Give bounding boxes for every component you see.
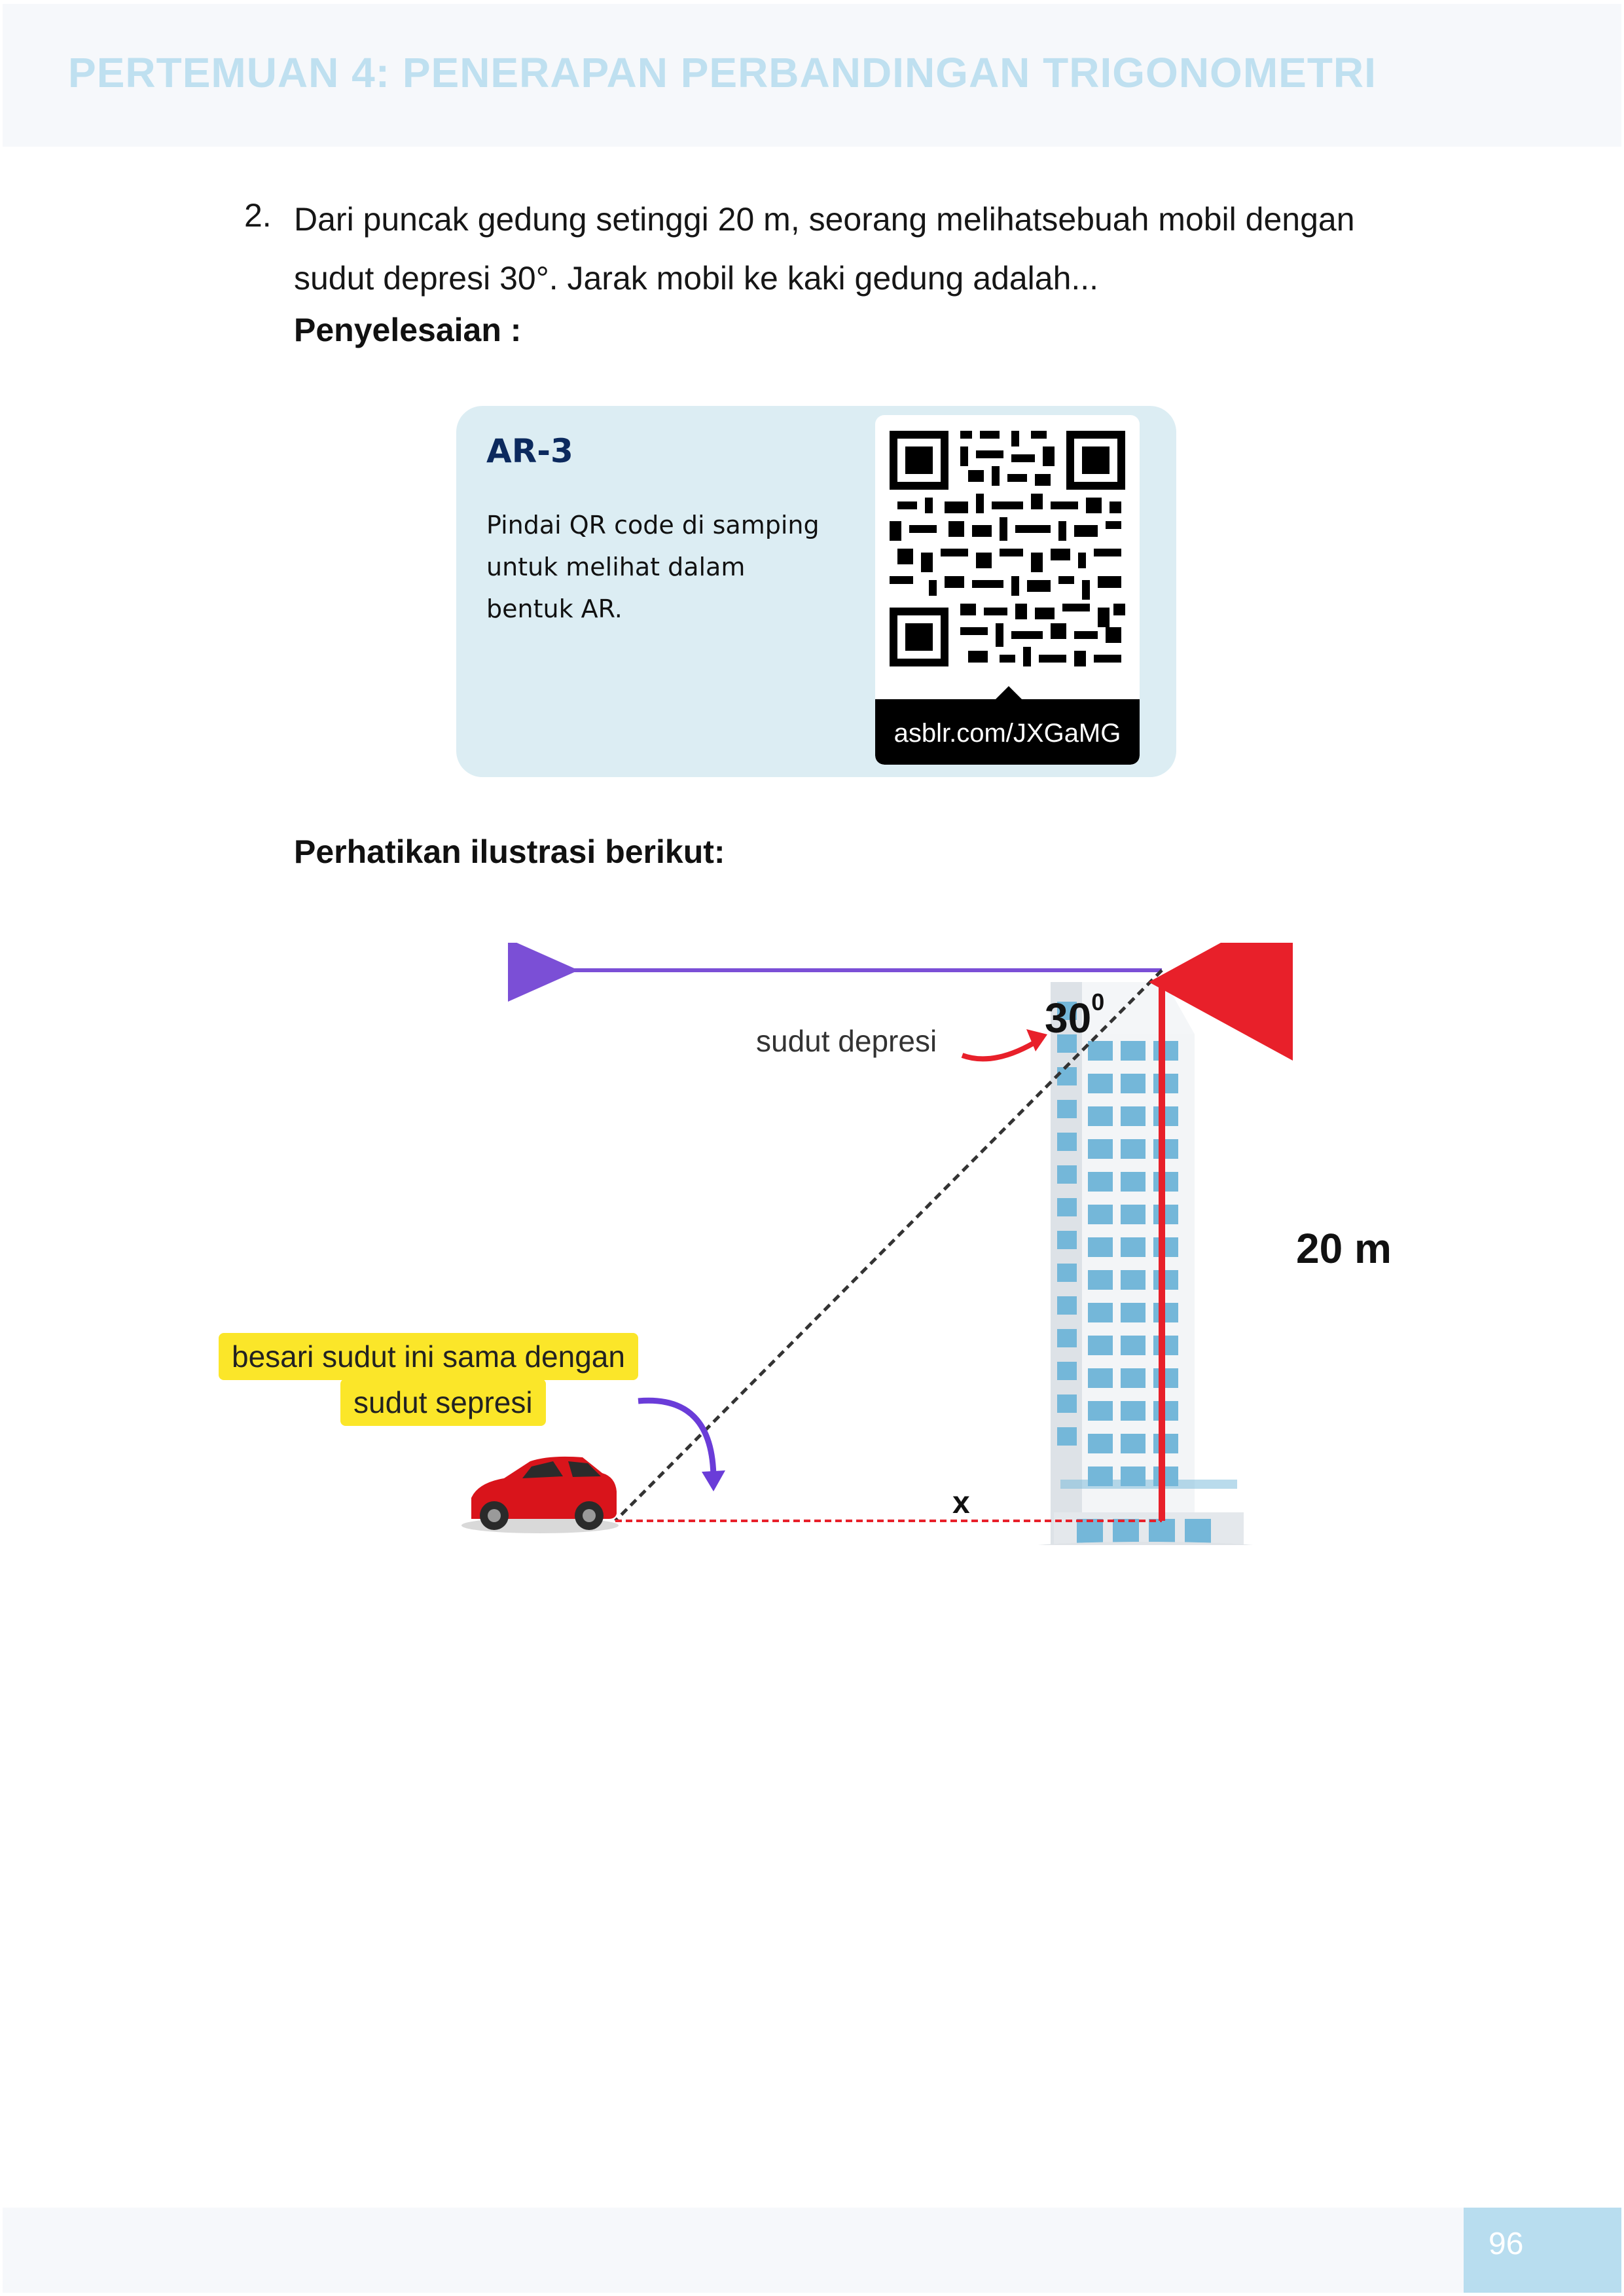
height-label: 20 m bbox=[1296, 1225, 1392, 1272]
angle-value bbox=[1045, 989, 1104, 1042]
car-icon bbox=[461, 1457, 619, 1533]
page-header-title: PERTEMUAN 4: PENERAPAN PERBANDINGAN TRIGONOMETRI bbox=[68, 49, 1377, 96]
question-text: Dari puncak gedung setinggi 20 m, seorang melihatsebuah mobil dengan sudut depresi 30°. Jarak mobil ke kaki gedung adalah... bbox=[294, 201, 1355, 297]
distance-label: x bbox=[952, 1485, 970, 1520]
page-number: 96 bbox=[1489, 2227, 1524, 2261]
angle-note-line2: sudut sepresi bbox=[340, 1379, 546, 1426]
qr-card[interactable] bbox=[875, 415, 1140, 765]
question-number: 2. bbox=[244, 197, 272, 234]
ar-title: AR-3 bbox=[486, 432, 573, 470]
angle-note-line1: besari sudut ini sama dengan bbox=[219, 1333, 638, 1380]
ar-info-box bbox=[456, 406, 1176, 777]
qr-code-icon[interactable] bbox=[890, 431, 1125, 673]
footer-band bbox=[3, 2208, 1621, 2293]
building-icon bbox=[1021, 982, 1270, 1545]
angle-caption: sudut depresi bbox=[756, 1024, 937, 1058]
angle-caption-arrow bbox=[962, 1040, 1039, 1059]
angle-note-arrow bbox=[638, 1400, 713, 1480]
angle-degree-sup: 0 bbox=[1091, 989, 1105, 1015]
ar-description: Pindai QR code di samping untuk melihat dalam bentuk AR. bbox=[486, 511, 820, 623]
illustration-heading: Perhatikan ilustrasi berikut: bbox=[294, 833, 725, 870]
header-band bbox=[3, 4, 1621, 147]
page-number-box bbox=[1464, 2208, 1621, 2293]
solution-label: Penyelesaian : bbox=[294, 312, 522, 348]
angle-number: 30 bbox=[1045, 994, 1092, 1042]
qr-url-link[interactable]: asblr.com/JXGaMG bbox=[893, 719, 1121, 748]
qr-label-pointer bbox=[994, 686, 1023, 701]
